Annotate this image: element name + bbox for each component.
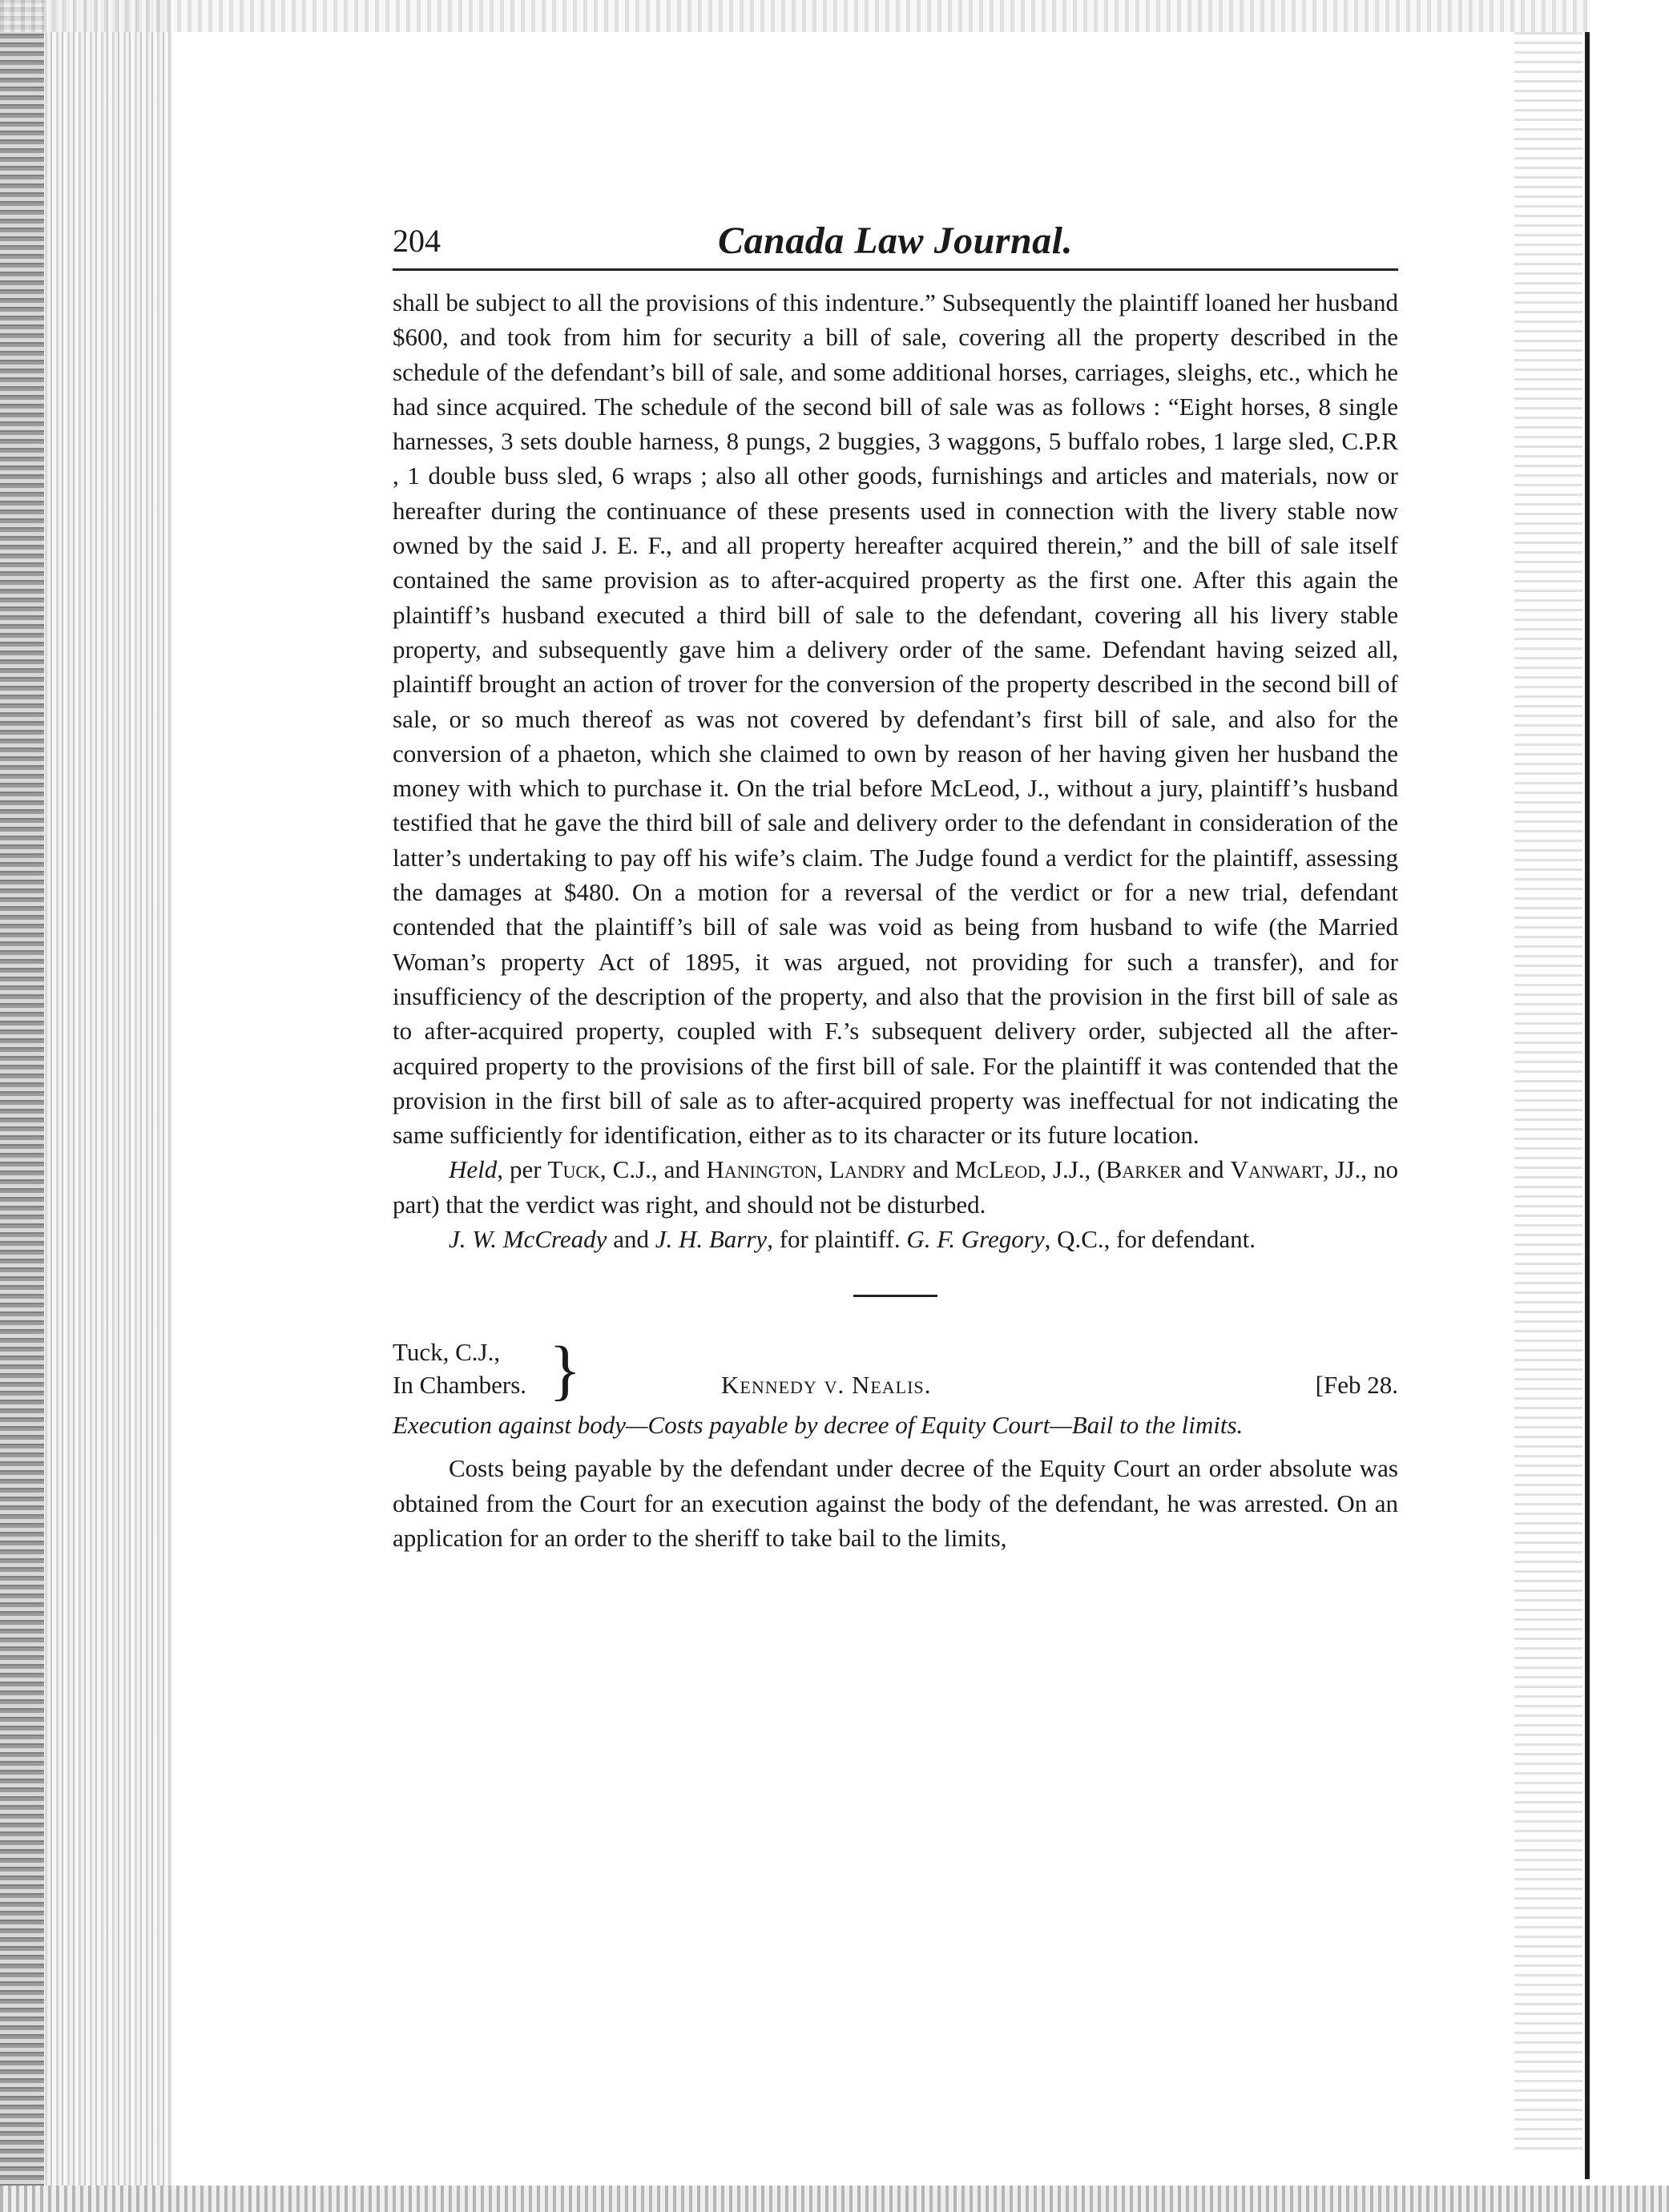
court-line: In Chambers.: [393, 1371, 527, 1400]
judge-name: McLeod: [954, 1155, 1041, 1184]
court-line: Tuck, C.J.,: [393, 1338, 501, 1367]
running-head: [393, 220, 1398, 271]
counsel-name: J. H. Barry: [655, 1225, 768, 1254]
counsel-text: , for plaintiff.: [767, 1225, 907, 1254]
counsel-name: J. W. McCready: [449, 1225, 607, 1254]
held-text: , JJ., no part) that the verdict was right, and should not be disturbed.: [393, 1155, 1399, 1219]
section-divider: [853, 1295, 937, 1297]
case-date: [Feb 28.: [1315, 1371, 1398, 1400]
scan-top-edge: [0, 0, 1669, 32]
scan-right-smudge: [1514, 32, 1582, 2155]
counsel-text: and: [607, 1225, 655, 1254]
held-text: , per: [497, 1155, 548, 1184]
paragraph-counsel: [393, 1222, 1398, 1256]
counsel-name: G. F. Gregory: [906, 1225, 1045, 1254]
judge-name: Tuck: [547, 1155, 600, 1184]
case-headnote: Execution against body—Costs payable by decree of Equity Court—Bail to the limits.: [393, 1411, 1244, 1440]
journal-page: [393, 220, 1398, 1555]
scan-bottom-edge: [0, 2186, 1669, 2212]
paragraph-costs: Costs being payable by the defendant under decree of the Equity Court an order absolute was obtained from the Court for an execution against the body of the defendant, he was arrested. On an application for an order to the sheriff to take bail to the limits,: [393, 1454, 1398, 1552]
court-note: [393, 1336, 526, 1401]
case-header: [393, 1333, 1398, 1408]
scan-right-margin: [1590, 0, 1669, 2212]
held-text: and: [906, 1155, 955, 1184]
judge-name: Vanwart: [1230, 1155, 1323, 1184]
counsel-text: , Q.C., for defendant.: [1044, 1225, 1256, 1254]
paragraph-held: [393, 1152, 1398, 1222]
held-text: , J.J., (: [1040, 1155, 1106, 1184]
held-text: , C.J., and: [599, 1155, 707, 1184]
case-name: Kennedy v. Nealis.: [721, 1371, 932, 1400]
journal-title: Canada Law Journal.: [718, 220, 1073, 262]
article-body: [393, 285, 1398, 1256]
judge-name: Landry: [829, 1155, 907, 1184]
held-text: ,: [816, 1155, 830, 1184]
paragraph-case-facts: shall be subject to all the provisions of this indenture.” Subsequently the plaintiff loaned her husband $600, and took from him for security a bill of sale, covering all the property described in the schedule of the defendant’s bill of sale, and some additional horses, carriages, sleighs, etc., which he had since acquired. The schedule of the second bill of sale was as follows : “Eight horses, 8 single harnesses, 3 sets double harness, 8 pungs, 2 buggies, 3 waggons, 5 buffalo robes, 1 large sled, C.P.R , 1 double buss sled, 6 wraps ; also all other goods, furnishings and articles and materials, now or hereafter during the continuance of these presents used in connection with the livery stable now owned by the said J. E. F., and all property hereafter acquired therein,” and the bill of sale itself contained the same provision as to after-acquired property as the first one. After this again the plaintiff’s husband executed a third bill of sale to the defendant, covering all his livery stable property, and subsequently gave him a delivery order of the same. Defendant having seized all, plaintiff brought an action of trover for the conversion of the property described in the second bill of sale, or so much thereof as was not covered by defendant’s first bill of sale, and also for the conversion of a phaeton, which she claimed to own by reason of her having given her husband the money with which to purchase it. On the trial before McLeod, J., without a jury, plaintiff’s husband testified that he gave the third bill of sale and delivery order to the defendant in consideration of the latter’s undertaking to pay off his wife’s claim. The Judge found a verdict for the plaintiff, assessing the damages at $480. On a motion for a reversal of the verdict or for a new trial, defendant contended that the plaintiff’s bill of sale was void as being from husband to wife (the Married Woman’s property Act of 1895, it was argued, not providing for such a transfer), and for insufficiency of the description of the property, and also that the provision in the first bill of sale as to after-acquired property, coupled with F.’s subsequent delivery order, subjected all the after-acquired property to the provisions of the first bill of sale. For the plaintiff it was contended that the provision in the first bill of sale as to after-acquired property was ineffectual for not indicating the same sufficiently for identification, either as to its character or its future location.: [393, 288, 1398, 1150]
brace-glyph: }: [549, 1333, 582, 1408]
judge-name: Barker: [1105, 1155, 1182, 1184]
judge-name: Hanington: [706, 1155, 817, 1184]
held-text: and: [1181, 1155, 1231, 1184]
case-body: [393, 1451, 1398, 1555]
page-number: 204: [393, 223, 441, 259]
held-word: Held: [449, 1155, 498, 1184]
scan-binding-shadow: [0, 0, 44, 2212]
